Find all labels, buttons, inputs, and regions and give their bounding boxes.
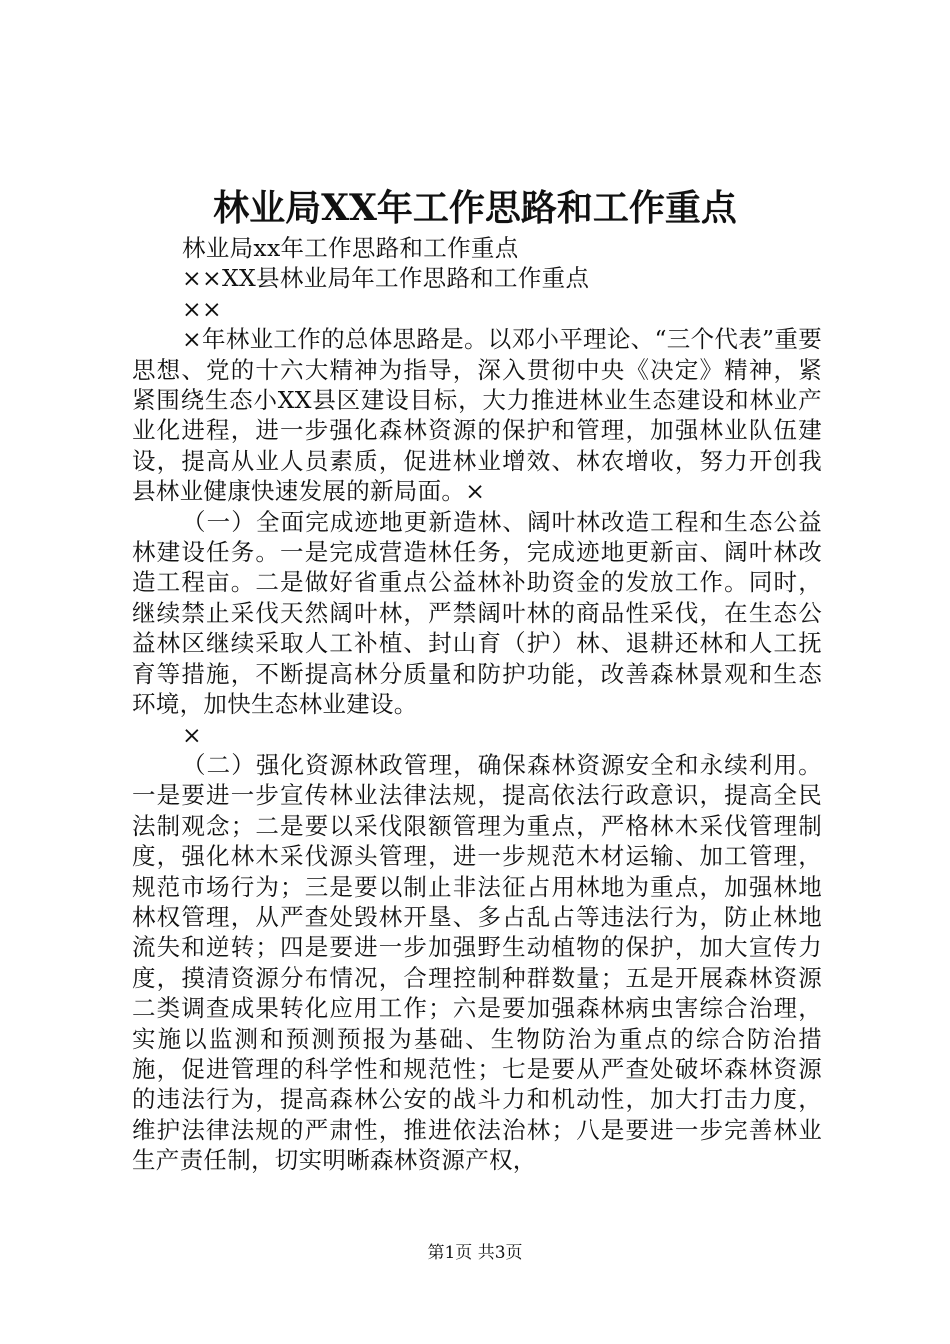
document-body (132, 233, 822, 1176)
paragraph-section-two: （二）强化资源林政管理，确保森林资源安全和永续利用。一是要进一步宣传林业法律法规，提高依法行政意识，提高全民法制观念；二是要以采伐限额管理为重点，严格林木采伐管理制度，强化林木采伐源头管理，进一步规范木材运输、加工管理，规范市场行为；三是要以制止非法征占用林地为重点，加强林地林权管理，从严查处毁林开垦、多占乱占等违法行为，防止林地流失和逆转；四是要进一步加强野生动植物的保护，加大宣传力度，摸清资源分布情况，合理控制种群数量；五是开展森林资源二类调查成果转化应用工作；六是要加强森林病虫害综合治理，实施以监测和预测预报为基础、生物防治为重点的综合防治措施，促进管理的科学性和规范性；七是要从严查处破坏森林资源的违法行为，提高森林公安的战斗力和机动性，加大打击力度，维护法律法规的严肃性，推进依法治林；八是要进一步完善林业生产责任制，切实明晰森林资源产权， (132, 750, 822, 1175)
paragraph-heading: ××XX县林业局年工作思路和工作重点 (182, 264, 590, 293)
paragraph-overall-thinking: ×年林业工作的总体思路是。以邓小平理论、“三个代表”重要思想、党的十六大精神为指导，深入贯彻中央《决定》精神，紧紧围绕生态小XX县区建设目标，大力推进林业生态建设和林业产业化进程，进一步强化森林资源的保护和管理，加强林业队伍建设，提高从业人员素质，促进林业增效、林农增收，努力开创我县林业健康快速发展的新局面。× (132, 325, 822, 506)
paragraph-marker-2: × (182, 720, 202, 749)
paragraph-subtitle: 林业局xx年工作思路和工作重点 (182, 234, 519, 262)
document-title: 林业局XX年工作思路和工作重点 (213, 187, 737, 229)
page-number-footer: 第1页 共3页 (427, 1243, 523, 1263)
paragraph-section-one: （一）全面完成迹地更新造林、阔叶林改造工程和生态公益林建设任务。一是完成营造林任务，完成迹地更新亩、阔叶林改造工程亩。二是做好省重点公益林补助资金的发放工作。同时，继续禁止采伐天然阔叶林，严禁阔叶林的商品性采伐，在生态公益林区继续采取人工补植、封山育（护）林、退耕还林和人工抚育等措施，不断提高林分质量和防护功能，改善森林景观和生态环境，加快生态林业建设。 (132, 507, 822, 719)
paragraph-marker: ×× (182, 294, 222, 323)
